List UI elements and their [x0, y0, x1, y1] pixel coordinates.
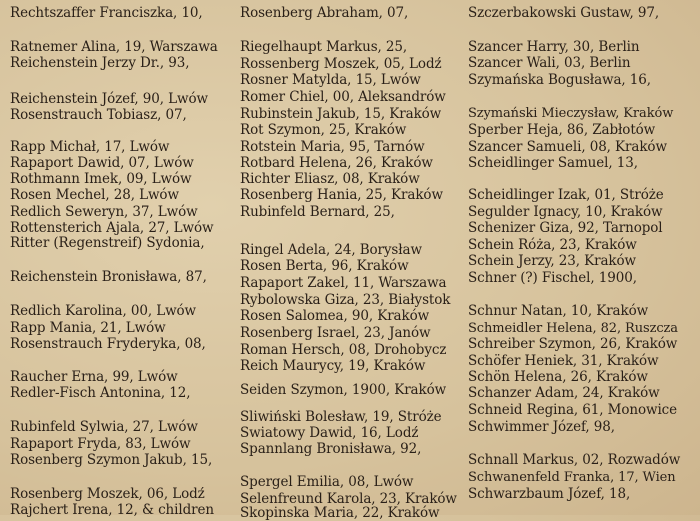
entry-line: Richter Eliasz, 08, Kraków — [240, 171, 420, 187]
entry-line: Reichenstein Józef, 90, Lwów — [10, 91, 208, 107]
entry-line: Raucher Erna, 99, Lwów — [10, 369, 178, 385]
entry-line: Spannlang Bronisława, 92, — [240, 441, 422, 457]
entry-line: Schmeidler Helena, 82, Ruszcza — [468, 321, 678, 336]
entry-line: Schnur Natan, 10, Kraków — [468, 303, 649, 319]
entry-line: Redlich Seweryn, 37, Lwów — [10, 204, 198, 220]
entry-line: Redlich Karolina, 00, Lwów — [10, 303, 197, 319]
entry-line: Rosenstrauch Fryderyka, 08, — [10, 336, 206, 352]
entry-line: Reichenstein Bronisława, 87, — [10, 269, 207, 285]
entry-line: Rechtszaffer Franciszka, 10, — [10, 5, 203, 21]
entry-line: Rapaport Dawid, 07, Lwów — [10, 155, 194, 171]
entry-line: Rosen Mechel, 28, Lwów — [10, 187, 179, 203]
entry-line: Schnall Markus, 02, Rozwadów — [468, 452, 681, 468]
entry-line: Rosen Salomea, 90, Kraków — [240, 308, 430, 324]
entry-line: Schwimmer Józef, 98, — [468, 419, 615, 435]
entry-line: Szczerbakowski Gustaw, 97, — [468, 5, 660, 21]
entry-line: Ratnemer Alina, 19, Warszawa — [10, 39, 218, 55]
entry-line: Schein Róża, 23, Kraków — [468, 237, 637, 253]
entry-line: Roman Hersch, 08, Drohobycz — [240, 342, 447, 358]
entry-line: Rajchert Irena, 12, & children — [10, 502, 214, 518]
entry-line: Rosen Berta, 96, Kraków — [240, 258, 409, 274]
entry-line: Schner (?) Fischel, 1900, — [468, 270, 637, 286]
entry-line: Rosenberg Israel, 23, Janów — [240, 325, 431, 341]
entry-line: Szancer Harry, 30, Berlin — [468, 39, 640, 55]
entry-line: Rossenberg Moszek, 05, Lodź — [240, 56, 442, 72]
entry-line: Rosner Matylda, 15, Lwów — [240, 72, 421, 88]
entry-line: Schein Jerzy, 23, Kraków — [468, 253, 636, 269]
entry-line: Scheidlinger Samuel, 13, — [468, 155, 638, 171]
entry-line: Rosenberg Moszek, 06, Lodź — [10, 486, 205, 502]
entry-line: Szymańska Bogusława, 16, — [468, 72, 651, 88]
entry-line: Ritter (Regenstreif) Sydonia, — [10, 235, 205, 251]
entry-line: Segulder Ignacy, 10, Kraków — [468, 204, 663, 220]
entry-line: Riegelhaupt Markus, 25, — [240, 39, 408, 55]
entry-line: Reich Maurycy, 19, Kraków — [240, 358, 426, 374]
entry-line: Sperber Heja, 86, Zabłotów — [468, 122, 656, 138]
entry-line: Schanzer Adam, 24, Kraków — [468, 385, 660, 401]
entry-line: Swiatowy Dawid, 16, Lodź — [240, 425, 419, 441]
entry-line: Rosenstrauch Tobiasz, 07, — [10, 107, 187, 123]
entry-line: Skopinska Maria, 22, Kraków — [240, 505, 440, 521]
entry-line: Szymański Mieczysław, Kraków — [468, 106, 674, 121]
entry-line: Rosenberg Abraham, 07, — [240, 5, 409, 21]
entry-line: Rapaport Zakel, 11, Warszawa — [240, 275, 447, 291]
entry-line: Szancer Samueli, 08, Kraków — [468, 139, 667, 155]
entry-line: Rapp Michał, 17, Lwów — [10, 139, 170, 155]
entry-line: Spergel Emilia, 08, Lwów — [240, 474, 414, 490]
entry-line: Reichenstein Jerzy Dr., 93, — [10, 55, 190, 71]
entry-line: Schöfer Heniek, 31, Kraków — [468, 353, 659, 369]
entry-line: Rubinfeld Sylwia, 27, Lwów — [10, 419, 198, 435]
entry-line: Schenizer Giza, 92, Tarnopol — [468, 220, 663, 236]
entry-line: Rottensterich Ajala, 27, Lwów — [10, 220, 214, 236]
entry-line: Romer Chiel, 00, Aleksandrów — [240, 89, 446, 105]
entry-line: Scheidlinger Izak, 01, Stróże — [468, 187, 664, 203]
entry-line: Rapp Mania, 21, Lwów — [10, 320, 166, 336]
entry-line: Rapaport Fryda, 83, Lwów — [10, 436, 191, 452]
entry-line: Rubinstein Jakub, 15, Kraków — [240, 106, 442, 122]
entry-line: Schwarzbaum Józef, 18, — [468, 486, 631, 502]
entry-line: Rosenberg Szymon Jakub, 15, — [10, 452, 213, 468]
entry-line: Rotbard Helena, 26, Kraków — [240, 155, 433, 171]
entry-line: Rotstein Maria, 95, Tarnów — [240, 139, 425, 155]
entry-line: Seiden Szymon, 1900, Kraków — [240, 382, 447, 398]
entry-line: Szancer Wali, 03, Berlin — [468, 55, 631, 71]
entry-line: Sliwiński Bolesław, 19, Stróże — [240, 409, 442, 425]
entry-line: Rot Szymon, 25, Kraków — [240, 122, 407, 138]
entry-line: Rothmann Imek, 09, Lwów — [10, 171, 192, 187]
entry-line: Schwanenfeld Franka, 17, Wien — [468, 470, 676, 485]
entry-line: Redler-Fisch Antonina, 12, — [10, 385, 191, 401]
entry-line: Ringel Adela, 24, Borysław — [240, 242, 422, 258]
entry-line: Schön Helena, 26, Kraków — [468, 369, 648, 385]
entry-line: Rybolowska Giza, 23, Białystok — [240, 292, 451, 308]
entry-line: Selenfreund Karola, 23, Kraków — [240, 491, 457, 507]
entry-line: Schreiber Szymon, 26, Kraków — [468, 336, 678, 352]
entry-line: Rosenberg Hania, 25, Kraków — [240, 187, 443, 203]
entry-line: Rubinfeld Bernard, 25, — [240, 204, 395, 220]
entry-line: Schneid Regina, 61, Monowice — [468, 402, 678, 418]
